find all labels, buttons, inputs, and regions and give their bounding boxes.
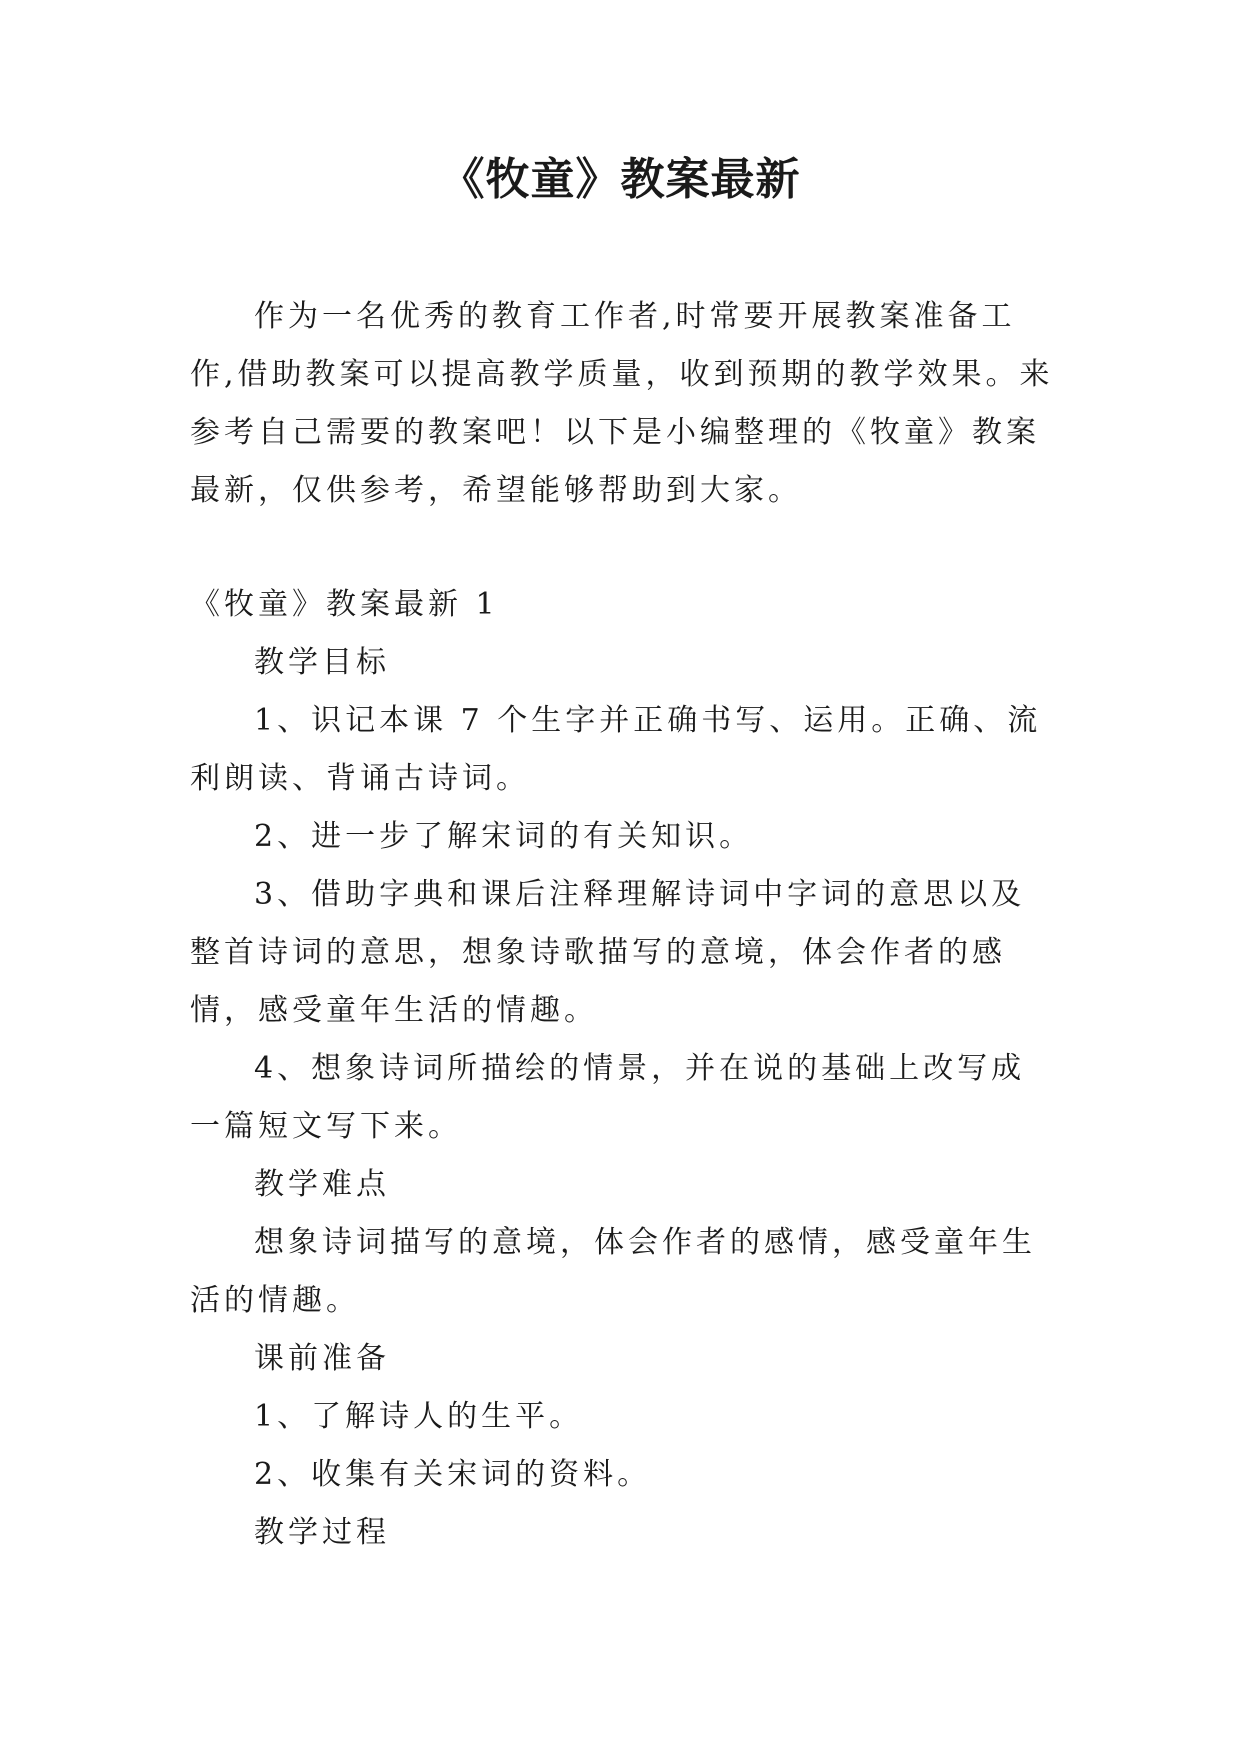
document-title: 《牧童》教案最新 [440,154,801,205]
difficulty-text: 想象诗词描写的意境，体会作者的感情，感受童年生活的情趣。 [190,1225,1036,1318]
goal-item-4: 4、想象诗词所描绘的情景，并在说的基础上改写成一篇短文写下来。 [190,1051,1026,1144]
heading-teaching-process: 教学过程 [254,1515,390,1550]
goal-item-3: 3、借助字典和课后注释理解诗词中字词的意思以及整首诗词的意思，想象诗歌描写的意境，体会作者的感情，感受童年生活的情趣。 [190,877,1026,1028]
preparation-item-1: 1、了解诗人的生平。 [254,1399,584,1434]
heading-teaching-difficulty: 教学难点 [254,1167,390,1202]
intro-paragraph: 作为一名优秀的教育工作者,时常要开展教案准备工作,借助教案可以提高教学质量，收到预期的教学效果。来参考自己需要的教案吧！以下是小编整理的《牧童》教案最新，仅供参考，希望能够帮助到大家。 [190,299,1054,508]
heading-preparation: 课前准备 [254,1341,390,1376]
goal-item-1: 1、识记本课 7 个生字并正确书写、运用。正确、流利朗读、背诵古诗词。 [190,703,1042,796]
preparation-item-2: 2、收集有关宋词的资料。 [254,1457,652,1492]
section-title: 《牧童》教案最新 1 [190,587,499,622]
goal-item-2: 2、进一步了解宋词的有关知识。 [254,819,754,854]
heading-teaching-goals: 教学目标 [254,645,390,680]
document-content [190,576,1058,1562]
